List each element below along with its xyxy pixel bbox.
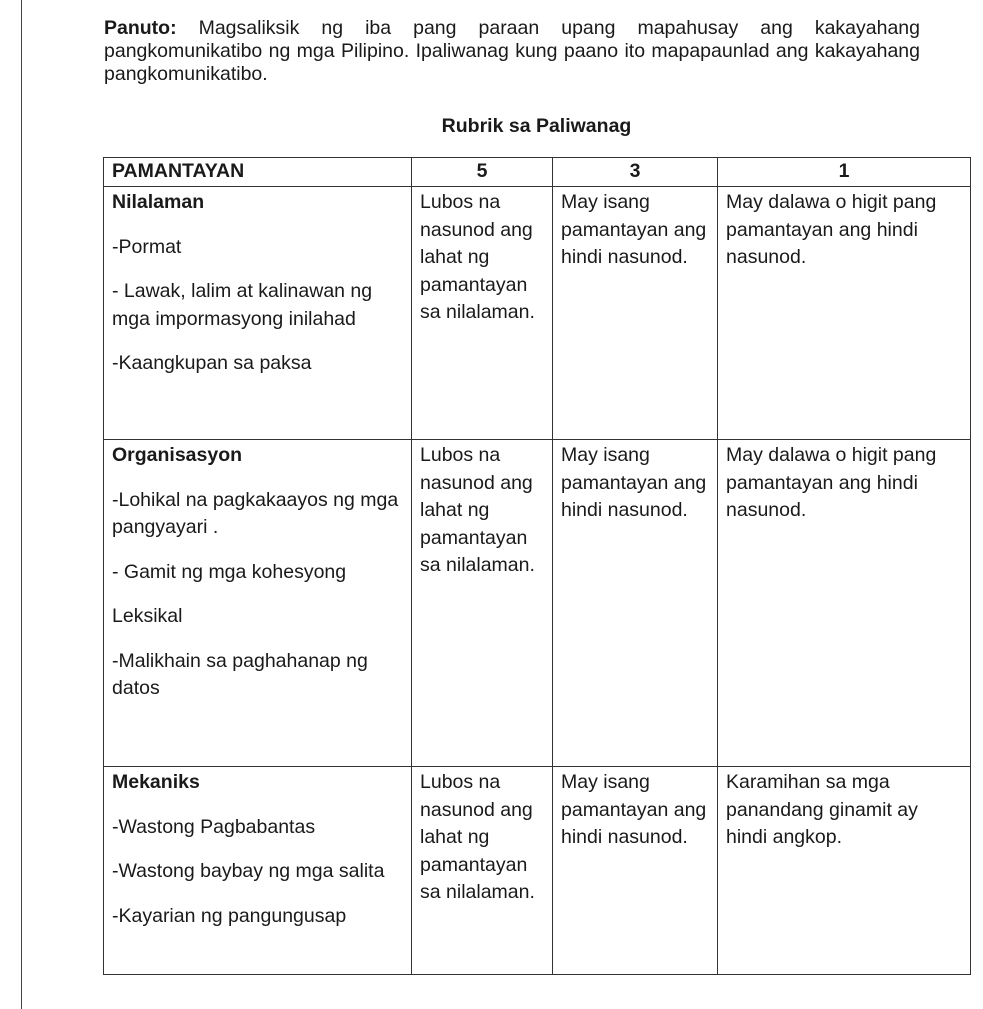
criterion-item: -Kaangkupan sa paksa	[112, 352, 312, 374]
score-1-cell	[718, 767, 971, 975]
score-5-text: Lubos na nasunod ang lahat ng pamantayan sa nilalaman.	[420, 444, 535, 576]
criterion-item: -Wastong baybay ng mga salita	[112, 860, 385, 882]
criterion-cell	[104, 440, 412, 767]
score-3-cell	[553, 187, 718, 440]
instructions-label: Panuto:	[104, 17, 177, 39]
criterion-item: -Lohikal na pagkakaayos ng mga pangyayari .	[112, 488, 399, 538]
table-row	[104, 187, 971, 440]
header-score-1: 1	[718, 158, 971, 187]
table-header-row	[104, 158, 971, 187]
criterion-item: -Wastong Pagbabantas	[112, 815, 316, 838]
table-row	[104, 767, 971, 975]
score-1-text: May dalawa o higit pang pamantayan ang hindi nasunod.	[726, 444, 937, 521]
score-3-text: May isang pamantayan ang hindi nasunod.	[561, 444, 707, 521]
score-1-text: May dalawa o higit pang pamantayan ang hindi nasunod.	[726, 191, 937, 268]
score-1-cell	[718, 440, 971, 767]
rubric-title: Rubrik sa Paliwanag	[441, 115, 632, 137]
score-5-cell	[412, 440, 553, 767]
criterion-title: Organisasyon	[112, 444, 243, 466]
score-1-text: Karamihan sa mga panandang ginamit ay hindi angkop.	[726, 771, 918, 848]
score-1-cell	[718, 187, 971, 440]
score-3-cell	[553, 767, 718, 975]
score-3-text: May isang pamantayan ang hindi nasunod.	[561, 191, 707, 268]
header-score-5: 5	[412, 158, 553, 187]
criterion-item: - Lawak, lalim at kalinawan ng mga impormasyong inilahad	[112, 280, 373, 330]
criterion-item: -Kayarian ng pangungusap	[112, 904, 347, 927]
score-5-cell	[412, 767, 553, 975]
criterion-cell	[104, 187, 412, 440]
criterion-title: Nilalaman	[112, 191, 205, 213]
score-3-cell	[553, 440, 718, 767]
instructions-text: Magsaliksik ng iba pang paraan upang mapahusay ang kakayahang pangkomunikatibo ng mga Pilipino. Ipaliwanag kung paano ito mapapaunlad ang kakayahang pangkomunikatibo.	[104, 17, 920, 85]
header-score-3: 3	[553, 158, 718, 187]
page-margin-line	[21, 0, 22, 1009]
score-3-text: May isang pamantayan ang hindi nasunod.	[561, 771, 707, 848]
table-row	[104, 440, 971, 767]
criterion-item: -Malikhain sa paghahanap ng datos	[112, 649, 368, 699]
score-5-cell	[412, 187, 553, 440]
criterion-item: Leksikal	[112, 605, 183, 627]
criterion-cell	[104, 767, 412, 975]
criterion-item: -Pormat	[112, 235, 182, 258]
header-pamantayan: PAMANTAYAN	[104, 158, 412, 187]
criterion-title: Mekaniks	[112, 771, 200, 793]
score-5-text: Lubos na nasunod ang lahat ng pamantayan sa nilalaman.	[420, 771, 535, 903]
score-5-text: Lubos na nasunod ang lahat ng pamantayan sa nilalaman.	[420, 191, 535, 323]
instructions-paragraph	[104, 17, 920, 86]
rubric-table	[103, 157, 971, 975]
criterion-item: - Gamit ng mga kohesyong	[112, 560, 347, 583]
